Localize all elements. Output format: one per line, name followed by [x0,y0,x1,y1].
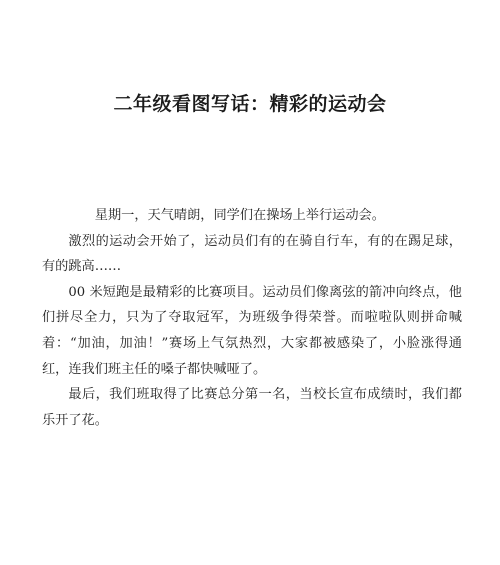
paragraph-1: 星期一，天气晴朗，同学们在操场上举行运动会。 [94,208,385,223]
paragraph-2: 激烈的运动会开始了，运动员们有的在骑自行车，有的在踢足球，有的跳高…… [42,233,462,275]
paragraph-4: 最后，我们班取得了比赛总分第一名，当校长宣布成绩时，我们都乐开了花。 [42,387,462,428]
document-title: 二年级看图写话：精彩的运动会 [113,93,387,115]
document-body [42,203,462,433]
paragraph-3: 00 米短跑是最精彩的比赛项目。运动员们像离弦的箭冲向终点，他们拼尽全力，只为了夺取冠军，为班级争得荣誉。而啦啦队则拼命喊着：“加油，加油！”赛场上气氛热烈，大家都被感染了，小脸涨得通红，连我们班主任的嗓子都快喊哑了。 [42,284,462,377]
